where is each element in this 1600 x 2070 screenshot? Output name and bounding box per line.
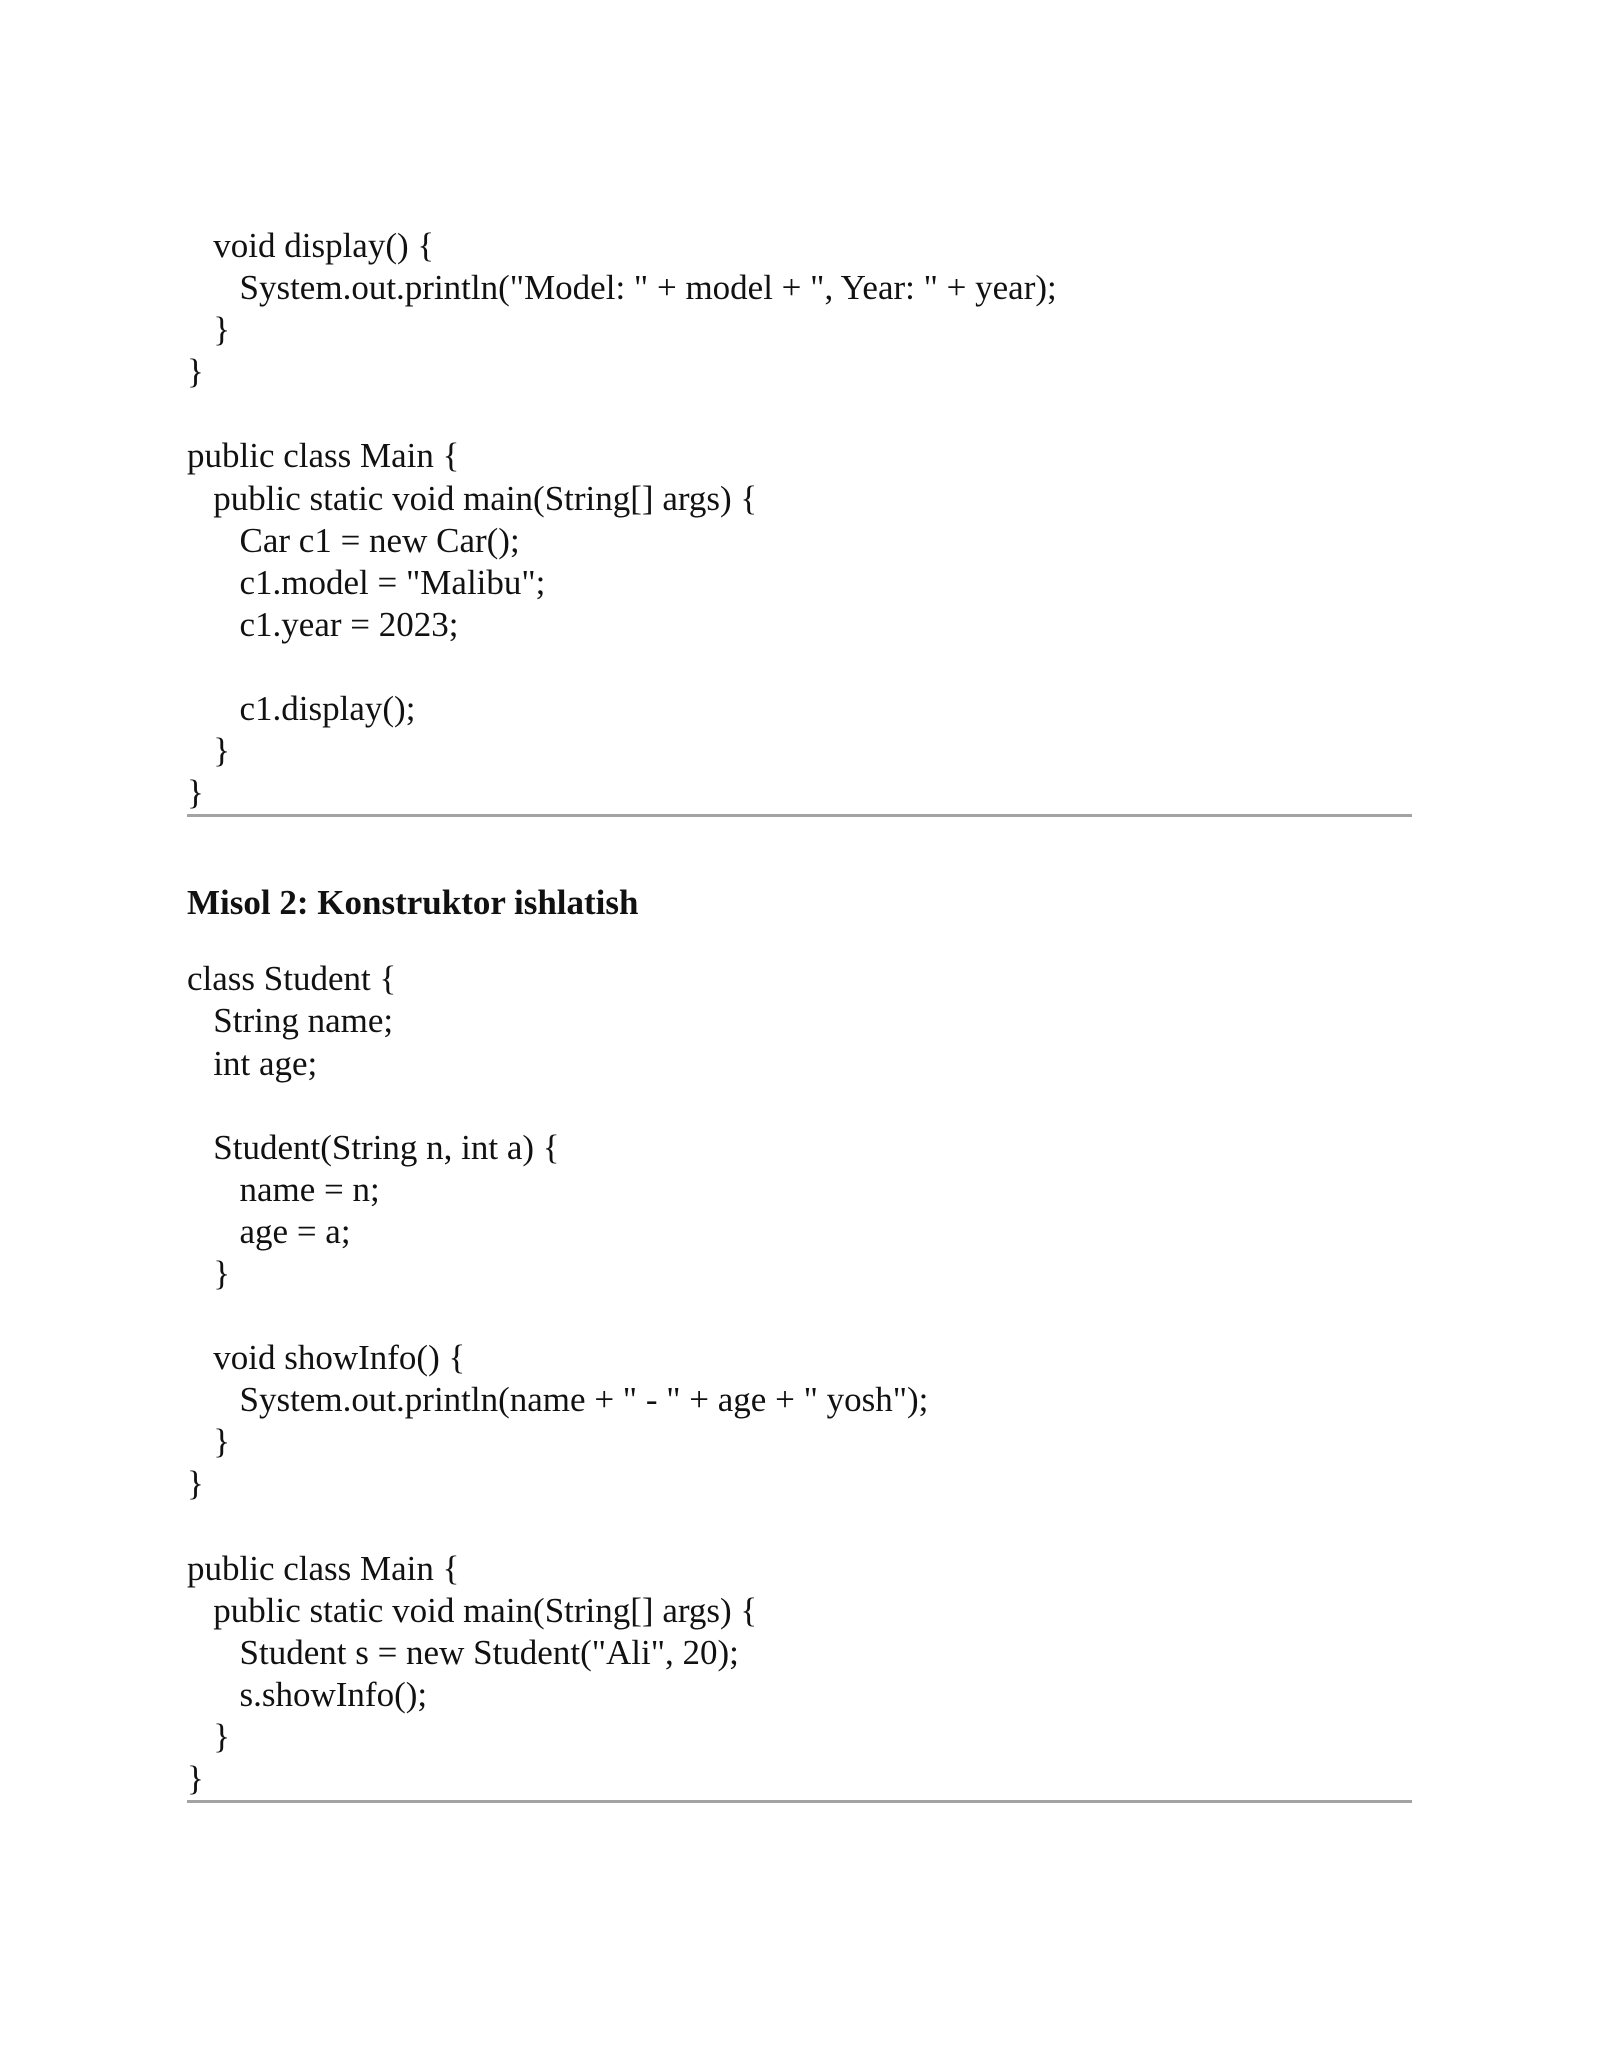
code-line: Car c1 = new Car(); — [187, 520, 520, 560]
code-line: } — [187, 1759, 204, 1799]
code-line: } — [187, 731, 231, 771]
code-line: s.showInfo(); — [187, 1674, 428, 1714]
document-content — [187, 225, 1417, 1803]
code-line: void showInfo() { — [187, 1338, 466, 1378]
spacer — [187, 817, 1417, 882]
code-line: public class Main { — [187, 436, 460, 476]
code-line: } — [187, 310, 231, 350]
code-line: public static void main(String[] args) { — [187, 1590, 758, 1630]
code-block-student-main — [187, 958, 1417, 1800]
code-line: System.out.println(name + " - " + age + " yosh"); — [187, 1380, 929, 1420]
code-line: name = n; — [187, 1169, 380, 1209]
code-line: int age; — [187, 1043, 318, 1083]
code-line-blank — [187, 646, 1417, 688]
code-line: } — [187, 1464, 204, 1504]
code-line: age = a; — [187, 1211, 351, 1251]
code-line: } — [187, 1717, 231, 1756]
section-heading: Misol 2: Konstruktor ishlatish — [187, 883, 639, 923]
code-line-blank — [187, 393, 1417, 435]
code-line: String name; — [187, 1001, 394, 1041]
code-line: } — [187, 352, 204, 392]
code-block-car-main — [187, 225, 1417, 814]
code-line: } — [187, 773, 204, 813]
code-line: c1.display(); — [187, 689, 416, 729]
spacer — [187, 924, 1417, 958]
code-line: public class Main { — [187, 1548, 460, 1588]
code-line: System.out.println("Model: " + model + ", Year: " + year); — [187, 268, 1057, 308]
code-line: public static void main(String[] args) { — [187, 478, 758, 518]
code-line-blank — [187, 1295, 1417, 1337]
code-line: Student(String n, int a) { — [187, 1127, 560, 1167]
code-line: Student s = new Student("Ali", 20); — [187, 1632, 739, 1672]
code-line: } — [187, 1422, 231, 1462]
code-line: } — [187, 1253, 231, 1293]
code-line: c1.year = 2023; — [187, 604, 459, 644]
horizontal-rule — [187, 1800, 1412, 1803]
code-line-blank — [187, 1085, 1417, 1127]
code-line: class Student { — [187, 959, 397, 999]
code-line-blank — [187, 1506, 1417, 1548]
code-line: void display() { — [187, 226, 435, 265]
code-line: c1.model = "Malibu"; — [187, 562, 546, 602]
